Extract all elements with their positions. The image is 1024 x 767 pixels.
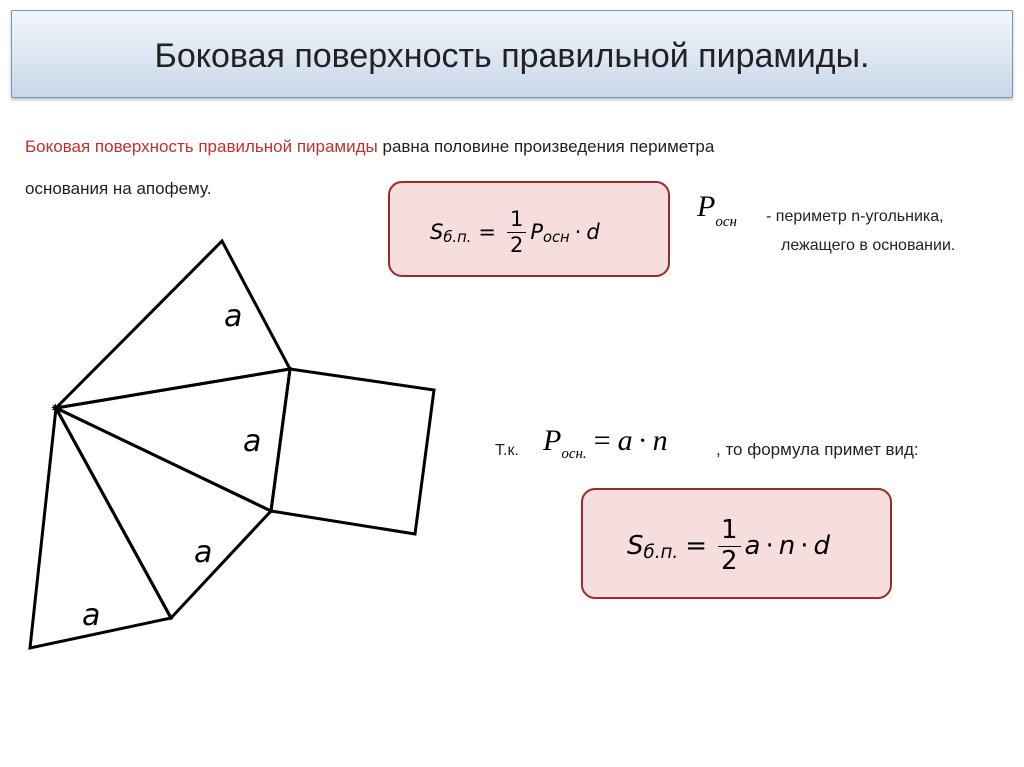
tk-dot: · <box>637 424 648 457</box>
formula2-a: a <box>744 531 761 561</box>
net-triangle-3 <box>56 408 271 618</box>
net-base-square <box>271 369 434 534</box>
fraction2-numerator: 1 <box>718 516 741 547</box>
tk-p-sub: осн. <box>561 446 587 462</box>
perimeter-p-sub: осн <box>715 214 737 230</box>
formula2-n: n <box>778 531 796 561</box>
formula-p-sub: осн <box>543 228 570 246</box>
side-label-a-4: a <box>82 598 101 633</box>
formula-p: P <box>530 220 543 244</box>
perimeter-description-line-2: лежащего в основании. <box>781 237 956 254</box>
then-formula-text: , то формула примет вид: <box>716 440 919 459</box>
formula2-s: S <box>627 531 644 561</box>
formula-dot: · <box>574 220 582 244</box>
intro-highlight: Боковая поверхность правильной пирамиды <box>25 137 378 156</box>
side-label-a-1: a <box>224 299 243 334</box>
formula-s: S <box>430 220 444 244</box>
formula2-dot-2: · <box>800 531 809 561</box>
tk-n: n <box>652 424 668 457</box>
formula2-d: d <box>813 531 830 561</box>
formula-s-sub: б.п. <box>443 228 472 246</box>
side-label-a-2: a <box>243 424 262 459</box>
fraction-numerator: 1 <box>507 207 526 232</box>
fraction-denominator: 2 <box>509 232 524 257</box>
slide-title: Боковая поверхность правильной пирамиды. <box>154 37 870 75</box>
since-label: Т.к. <box>495 442 519 459</box>
tk-p: P <box>543 424 562 457</box>
formula2-s-sub: б.п. <box>643 541 679 563</box>
formula2-eq: = <box>685 531 707 561</box>
net-triangle-1 <box>56 241 290 408</box>
formula2-dot-1: · <box>765 531 774 561</box>
tk-eq: = <box>593 424 611 457</box>
formula-d: d <box>586 220 600 244</box>
perimeter-description-line-1: - периметр n-угольника, <box>766 208 944 225</box>
tk-a: a <box>617 424 633 457</box>
side-label-a-3: a <box>194 535 213 570</box>
intro-line-2: основания на апофему. <box>25 179 212 198</box>
formula-eq: = <box>478 220 496 244</box>
perimeter-p: P <box>697 190 716 223</box>
intro-rest: равна половине произведения периметра <box>377 137 715 156</box>
net-triangle-4 <box>30 408 171 648</box>
fraction2-denominator: 2 <box>720 545 738 576</box>
